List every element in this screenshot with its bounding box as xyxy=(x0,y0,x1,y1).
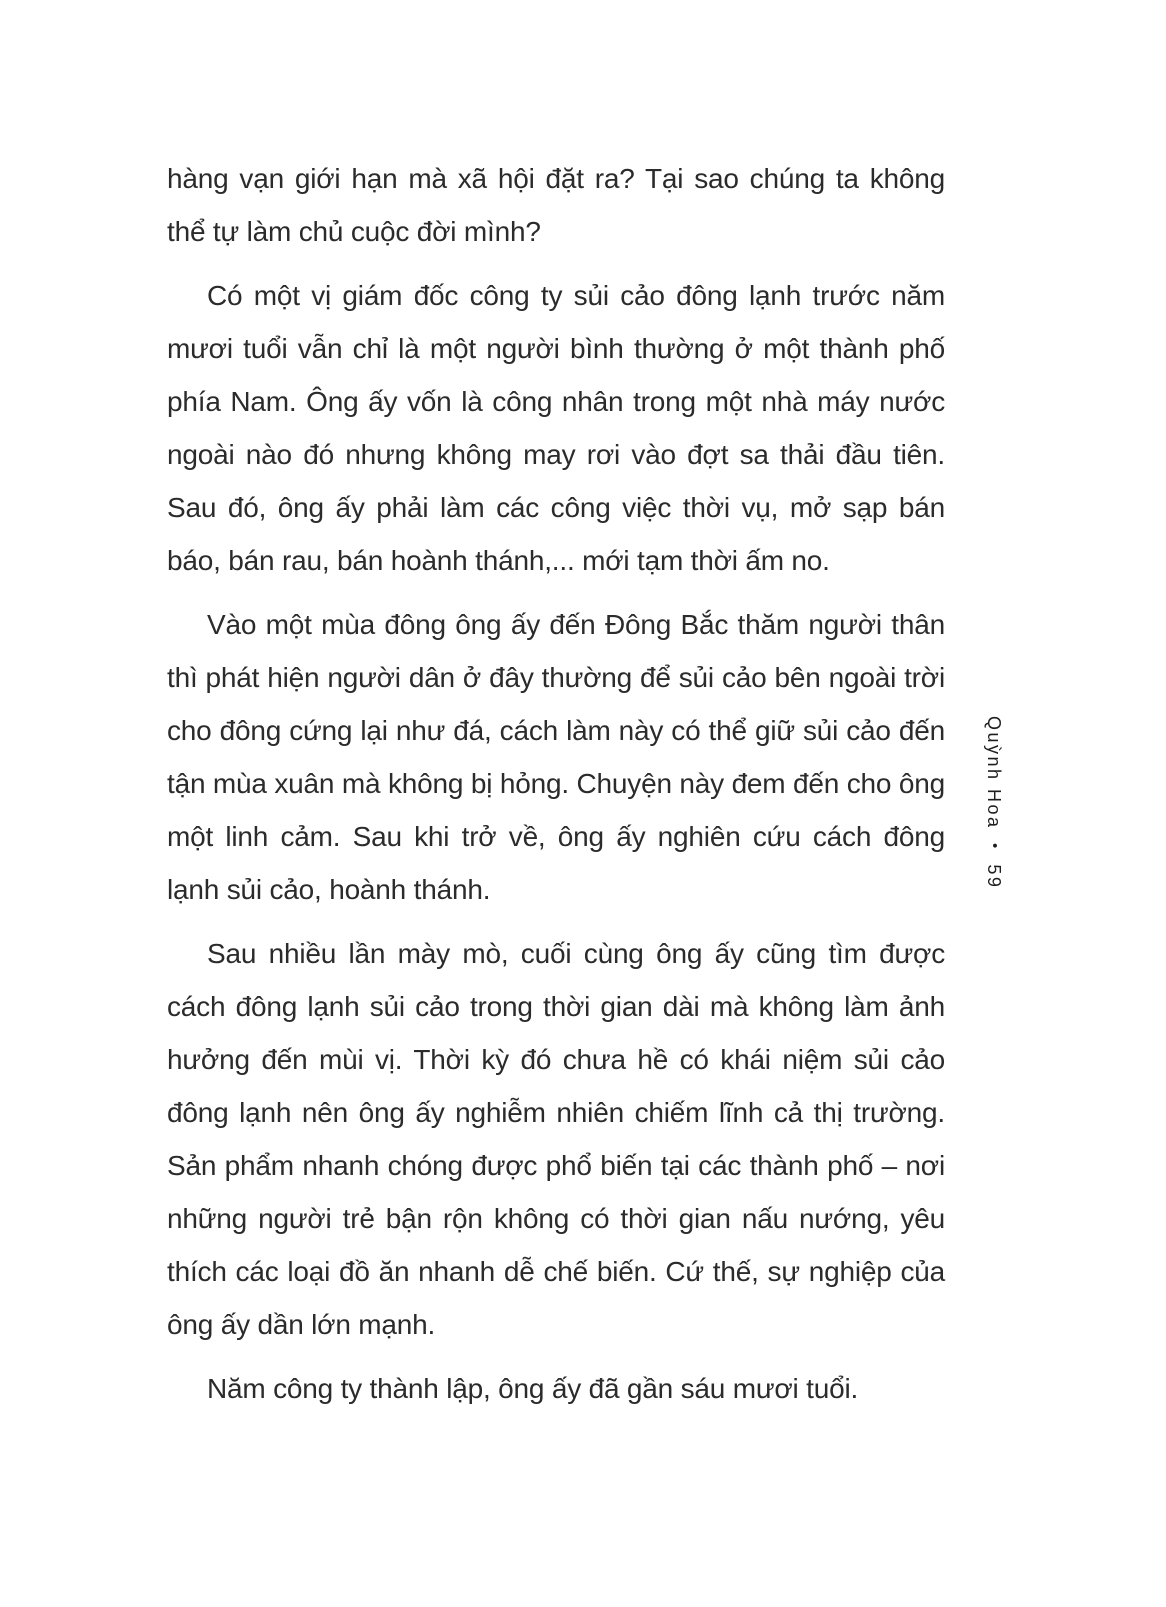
author-name: Quỳnh Hoa xyxy=(984,716,1004,830)
paragraph: Năm công ty thành lập, ông ấy đã gần sáu mươi tuổi. xyxy=(207,1373,859,1404)
bullet-separator-icon: • xyxy=(986,843,1003,851)
paragraph: Sau nhiều lần mày mò, cuối cùng ông ấy cũng tìm được cách đông lạnh sủi cảo trong thời gian dài mà không làm ảnh hưởng đến mùi vị. Thời kỳ đó chưa hề có khái niệm sủi cảo đông lạnh nên ông ấy nghiễm nhiên chiếm lĩnh cả thị trường. Sản phẩm nhanh chóng được phổ biến tại các thành phố – nơi những người trẻ bận rộn không có thời gian nấu nướng, yêu thích các loại đồ ăn nhanh dễ chế biến. Cứ thế, sự nghiệp của ông ấy dần lớn mạnh. xyxy=(167,938,945,1340)
paragraph: Có một vị giám đốc công ty sủi cảo đông lạnh trước năm mươi tuổi vẫn chỉ là một người bình thường ở một thành phố phía Nam. Ông ấy vốn là công nhân trong một nhà máy nước ngoài nào đó nhưng không may rơi vào đợt sa thải đầu tiên. Sau đó, ông ấy phải làm các công việc thời vụ, mở sạp bán báo, bán rau, bán hoành thánh,... mới tạm thời ấm no. xyxy=(167,280,945,576)
page-number: 59 xyxy=(984,864,1004,890)
paragraph-continuation: hàng vạn giới hạn mà xã hội đặt ra? Tại sao chúng ta không thể tự làm chủ cuộc đời mình? xyxy=(167,163,945,247)
running-footer xyxy=(983,716,1004,889)
body-text-block xyxy=(167,152,945,1415)
paragraph: Vào một mùa đông ông ấy đến Đông Bắc thăm người thân thì phát hiện người dân ở đây thường để sủi cảo bên ngoài trời cho đông cứng lại như đá, cách làm này có thể giữ sủi cảo đến tận mùa xuân mà không bị hỏng. Chuyện này đem đến cho ông một linh cảm. Sau khi trở về, ông ấy nghiên cứu cách đông lạnh sủi cảo, hoành thánh. xyxy=(167,609,945,905)
